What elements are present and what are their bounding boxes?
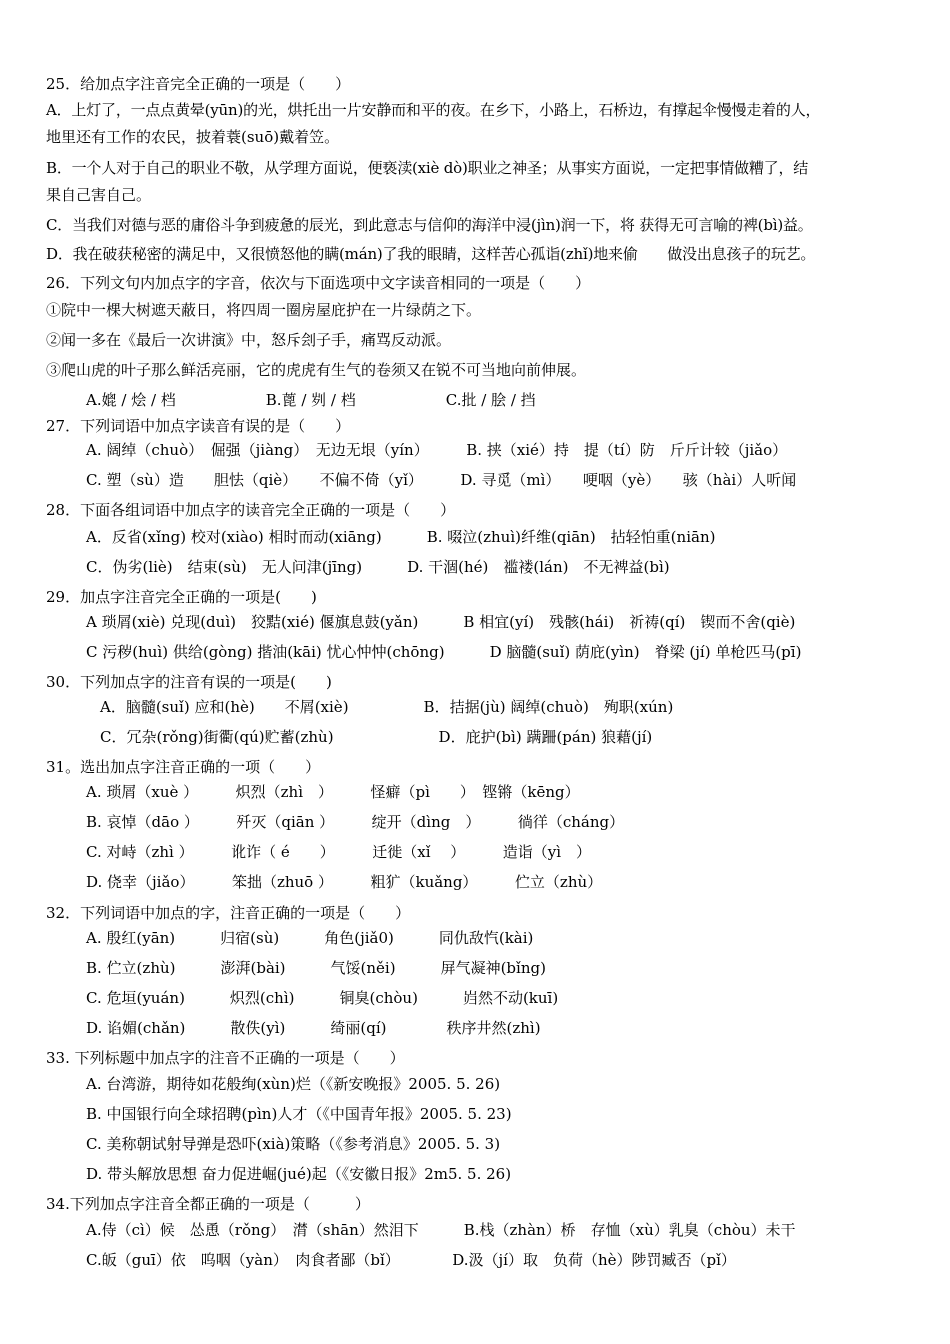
q29-options-cd: C 污秽(huì) 供给(gòng) 揩油(kāi) 忧心忡忡(chōng) D 脑髓(suǐ) 荫庇(yìn) 脊梁 (jí) 单枪匹马(pī) [86, 643, 802, 661]
q25-option-a-line2: 地里还有工作的农民，披着蓑(suō)戴着笠。 [46, 128, 340, 146]
question-25-stem: 25．给加点字注音完全正确的一项是（ ） [46, 75, 351, 93]
q32-option-d: D. 谄媚(chǎn) 散佚(yì) 绮丽(qí) 秩序井然(zhì) [86, 1019, 541, 1037]
q32-option-a: A. 殷红(yān) 归宿(sù) 角色(jiǎ0) 同仇敌忾(kài) [86, 929, 534, 947]
q33-option-d: D. 带头解放思想 奋力促进崛(jué)起（《安徽日报》2m5. 5. 26) [86, 1165, 512, 1183]
q32-option-c: C. 危垣(yuán) 炽烈(chì) 铜臭(chòu) 岿然不动(kuī) [86, 989, 559, 1007]
q34-options-ab: A.侍（cì）候 怂恿（rǒng） 潸（shān）然泪下 B.栈（zhàn）桥 存恤（xù）乳臭（chòu）未干 [86, 1221, 796, 1239]
q26-sentence-2: ②闻一多在《最后一次讲演》中，怒斥刽子手，痛骂反动派。 [46, 331, 452, 349]
q33-option-a: A. 台湾游，期待如花般绚(xùn)烂（《新安晚报》2005. 5. 26) [86, 1075, 501, 1093]
question-31-stem: 31。选出加点字注音正确的一项（ ） [46, 758, 321, 776]
q26-sentence-3: ③爬山虎的叶子那么鲜活亮丽，它的虎虎有生气的卷须又在锐不可当地向前伸展。 [46, 361, 587, 379]
q28-options-cd: C．伪劣(liè) 结束(sù) 无人问津(jīng) D. 干涸(hé) 褴褛(lán) 不无裨益(bì) [86, 558, 670, 576]
q33-option-b: B. 中国银行向全球招聘(pìn)人才（《中国青年报》2005. 5. 23) [86, 1105, 512, 1123]
question-29-stem: 29．加点字注音完全正确的一项是( ) [46, 588, 317, 606]
q25-option-a-line1: A．上灯了，一点点黄晕(yūn)的光，烘托出一片安静而和平的夜。在乡下，小路上，石桥边，有撑起伞慢慢走着的人， [46, 101, 821, 119]
q32-option-b: B. 伫立(zhù) 澎湃(bài) 气馁(něi) 屏气凝神(bǐng) [86, 959, 546, 977]
question-27-stem: 27．下列词语中加点字读音有误的是（ ） [46, 417, 351, 435]
q33-option-c: C. 美称朝试射导弹是恐吓(xià)策略（《参考消息》2005. 5. 3) [86, 1135, 501, 1153]
q28-options-ab: A．反省(xǐng) 校对(xiào) 相时而动(xiāng) B. 啜泣(zhuì)纤维(qiān) 拈轻怕重(niān) [86, 528, 716, 546]
q31-option-b: B. 哀悼（dāo ） 歼灭（qiān ） 绽开（dìng ） 徜徉（cháng） [86, 813, 625, 831]
q30-options-ab: A．脑髓(suǐ) 应和(hè) 不屑(xiè) B．拮据(jù) 阔绰(chuò) 殉职(xún) [100, 698, 674, 716]
question-34-stem: 34.下列加点字注音全都正确的一项是（ ） [46, 1195, 370, 1213]
q26-sentence-1: ①院中一棵大树遮天蔽日，将四周一圈房屋庇护在一片绿荫之下。 [46, 301, 482, 319]
q31-option-d: D. 侥幸（jiǎo） 笨拙（zhuō ） 粗犷（kuǎng） 伫立（zhù） [86, 873, 603, 891]
question-26-stem: 26．下列文句内加点字的字音，依次与下面选项中文字读音相同的一项是（ ） [46, 274, 591, 292]
question-33-stem: 33. 下列标题中加点字的注音不正确的一项是（ ） [46, 1049, 405, 1067]
question-28-stem: 28．下面各组词语中加点字的读音完全正确的一项是（ ） [46, 501, 456, 519]
q27-options-ab: A. 阔绰（chuò） 倔强（jiàng） 无边无垠（yín） B. 挟（xié）持 提（tí）防 斤斤计较（jiǎo） [86, 441, 788, 459]
q29-options-ab: A 琐屑(xiè) 兑现(duì) 狡黠(xié) 偃旗息鼓(yǎn) B 相宜(yí) 残骸(hái) 祈祷(qí) 锲而不舍(qiè) [86, 613, 796, 631]
q25-option-d: D．我在破获秘密的满足中，又很愤怒他的瞒(mán)了我的眼睛，这样苦心孤诣(zhǐ)地来偷 做没出息孩子的玩艺。 [46, 245, 816, 263]
question-32-stem: 32．下列词语中加点的字，注音正确的一项是（ ） [46, 904, 411, 922]
q31-option-a: A. 琐屑（xuè ） 炽烈（zhì ） 怪癖（pì ） 铿锵（kēng） [86, 783, 580, 801]
question-30-stem: 30．下列加点字的注音有误的一项是( ) [46, 673, 332, 691]
q34-options-cd: C.皈（guī）依 呜咽（yàn） 肉食者鄙（bǐ） D.汲（jí）取 负荷（hè）陟罚臧否（pǐ） [86, 1251, 736, 1269]
q25-option-b-line2: 果自己害自己。 [46, 186, 152, 204]
q25-option-b-line1: B．一个人对于自己的职业不敬，从学理方面说，便亵渎(xiè dò)职业之神圣；从事实方面说，一定把事情做糟了，结 [46, 159, 809, 177]
q30-options-cd: C．冗杂(rǒng)街衢(qú)贮蓄(zhù) D．庇护(bì) 蹒跚(pán) 狼藉(jí) [100, 728, 653, 746]
q25-option-c: C．当我们对德与恶的庸俗斗争到疲惫的辰光，到此意志与信仰的海洋中浸(jìn)润一下，将 获得无可言喻的裨(bì)益。 [46, 216, 813, 234]
q27-options-cd: C. 塑（sù）造 胆怯（qiè） 不偏不倚（yǐ） D. 寻觅（mì） 哽咽（yè） 骇（hài）人听闻 [86, 471, 797, 489]
q31-option-c: C. 对峙（zhì ） 讹诈（ é ） 迁徙（xǐ ） 造诣（yì ） [86, 843, 592, 861]
q26-options: A.媲 / 烩 / 档 B.蓖 / 刿 / 档 C.批 / 脍 / 挡 [86, 391, 536, 409]
